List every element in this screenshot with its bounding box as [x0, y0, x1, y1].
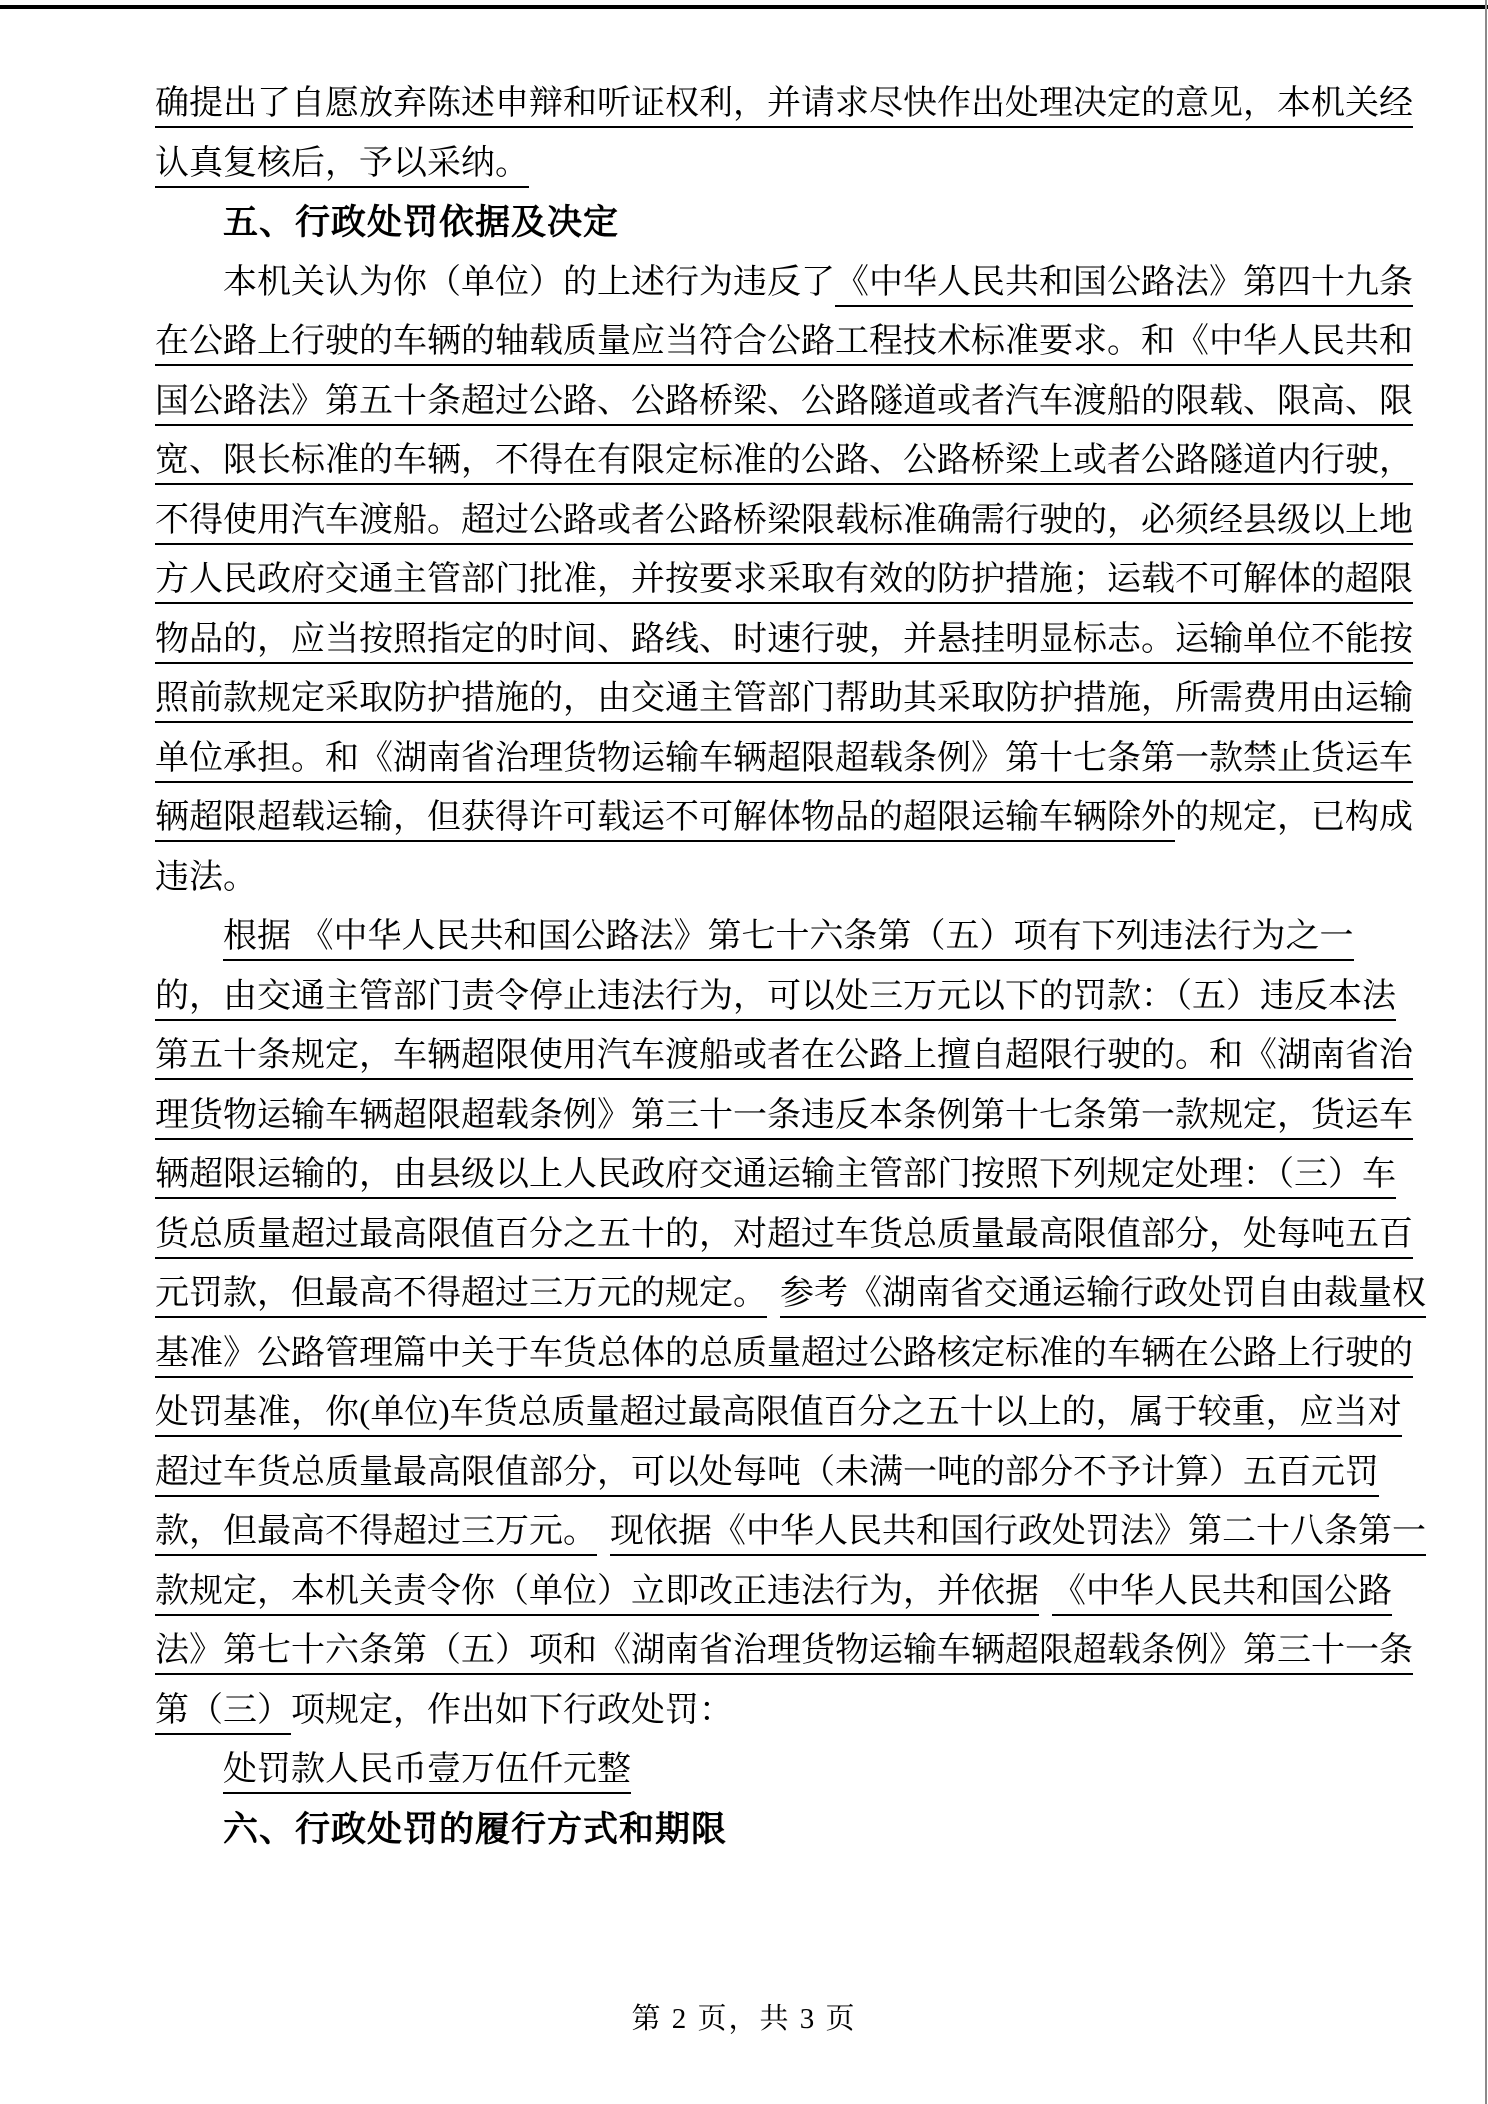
text-line	[155, 967, 1453, 1027]
plain-text: 违法。	[155, 858, 257, 896]
underlined-text: 根据 《中华人民共和国公路法》第七十六条第（五）项有下列违法行为之一	[223, 918, 1354, 961]
underlined-text: 第五十条规定，车辆超限使用汽车渡船或者在公路上擅自超限行驶的。和《湖南省治	[155, 1037, 1413, 1080]
underlined-text: 理货物运输车辆超限超载条例》第三十一条违反本条例第十七条第一款规定，货运车	[155, 1097, 1413, 1140]
underlined-text: 照前款规定采取防护措施的，由交通主管部门帮助其采取防护措施，所需费用由运输	[155, 680, 1413, 723]
text-line	[155, 253, 1453, 313]
text-line	[155, 1621, 1453, 1681]
page-footer: 第 2 页，共 3 页	[631, 2003, 857, 2035]
plain-text: 项规定，作出如下行政处罚：	[291, 1691, 733, 1729]
underlined-text: 单位承担。和《湖南省治理货物运输车辆超限超载条例》第十七条第一款禁止货运车	[155, 740, 1413, 783]
text-line	[155, 1443, 1453, 1503]
underlined-text: 《中华人民共和国公路	[1052, 1573, 1392, 1616]
text-line	[155, 1205, 1453, 1265]
text-line	[155, 1145, 1453, 1205]
plain-text: 五、行政处罚依据及决定	[223, 203, 620, 242]
underlined-text: 辆超限运输的，由县级以上人民政府交通运输主管部门按照下列规定处理：（三）车	[155, 1156, 1396, 1199]
underlined-text: 处罚基准，你(单位)车货总质量超过最高限值百分之五十以上的，属于较重，应当对	[155, 1394, 1402, 1437]
underlined-text: 在公路上行驶的车辆的轴载质量应当符合公路工程技术标准要求。和《中华人民共和	[155, 323, 1413, 366]
text-line	[155, 550, 1453, 610]
underlined-text: 法》第七十六条第（五）项和《湖南省治理货物运输车辆超限超载条例》第三十一条	[155, 1632, 1413, 1675]
underlined-text: 方人民政府交通主管部门批准，并按要求采取有效的防护措施；运载不可解体的超限	[155, 561, 1413, 604]
underlined-text: 物品的，应当按照指定的时间、路线、时速行驶，并悬挂明显标志。运输单位不能按	[155, 621, 1413, 664]
plain-text: 的规定，已构成	[1175, 799, 1413, 836]
underlined-text: 《中华人民共和国公路法》第四十九条	[835, 264, 1413, 307]
text-line	[155, 1383, 1453, 1443]
text-line	[155, 1502, 1453, 1562]
underlined-text: 的，由交通主管部门责令停止违法行为，可以处三万元以下的罚款：（五）违反本法	[155, 978, 1396, 1021]
underlined-text: 第（三）	[155, 1692, 291, 1735]
underlined-text: 现依据《中华人民共和国行政处罚法》第二十八条第一	[610, 1513, 1426, 1556]
text-line	[155, 1324, 1453, 1384]
section-heading	[155, 193, 1453, 253]
text-line	[155, 1264, 1453, 1324]
underlined-text: 货总质量超过最高限值百分之五十的，对超过车货总质量最高限值部分，处每吨五百	[155, 1216, 1413, 1259]
underlined-text: 基准》公路管理篇中关于车货总体的总质量超过公路核定标准的车辆在公路上行驶的	[155, 1335, 1413, 1378]
text-line	[155, 74, 1453, 134]
text-line	[155, 1086, 1453, 1146]
underlined-text: 超过车货总质量最高限值部分，可以处每吨（未满一吨的部分不予计算）五百元罚	[155, 1454, 1379, 1497]
text-line	[155, 431, 1453, 491]
text-line	[155, 669, 1453, 729]
text-line	[155, 848, 1453, 908]
text-line	[155, 1681, 1453, 1741]
text-line	[155, 1562, 1453, 1622]
underlined-text: 辆超限超载运输，但获得许可载运不可解体物品的超限运输车辆除外	[155, 799, 1175, 842]
underlined-text: 处罚款人民币壹万伍仟元整	[223, 1751, 631, 1794]
underlined-text: 元罚款，但最高不得超过三万元的规定。	[155, 1275, 767, 1318]
text-line	[155, 372, 1453, 432]
document-content	[155, 74, 1453, 1859]
plain-text: 六、行政处罚的履行方式和期限	[223, 1809, 728, 1849]
underlined-text: 宽、限长标准的车辆，不得在有限定标准的公路、公路桥梁上或者公路隧道内行驶，	[155, 442, 1413, 485]
section-heading	[155, 1800, 1453, 1860]
text-line	[155, 491, 1453, 551]
text-line	[155, 312, 1453, 372]
text-line	[155, 907, 1453, 967]
text-line	[155, 729, 1453, 789]
underlined-text: 不得使用汽车渡船。超过公路或者公路桥梁限载标准确需行驶的，必须经县级以上地	[155, 502, 1413, 545]
underlined-text: 款，但最高不得超过三万元。	[155, 1513, 597, 1556]
top-rule	[0, 5, 1488, 9]
text-line	[155, 788, 1453, 848]
underlined-text: 认真复核后，予以采纳。	[155, 145, 529, 188]
text-line	[155, 134, 1453, 194]
text-line	[155, 1740, 1453, 1800]
underlined-text: 参考《湖南省交通运输行政处罚自由裁量权	[780, 1275, 1426, 1318]
underlined-text: 款规定，本机关责令你（单位）立即改正违法行为，并依据	[155, 1573, 1039, 1616]
plain-text: 本机关认为你（单位）的上述行为违反了	[223, 263, 835, 301]
scan-edge-line	[1485, 0, 1487, 2104]
underlined-text: 确提出了自愿放弃陈述申辩和听证权利，并请求尽快作出处理决定的意见，本机关经	[155, 85, 1413, 128]
text-line	[155, 610, 1453, 670]
text-line	[155, 1026, 1453, 1086]
underlined-text: 国公路法》第五十条超过公路、公路桥梁、公路隧道或者汽车渡船的限载、限高、限	[155, 383, 1413, 426]
